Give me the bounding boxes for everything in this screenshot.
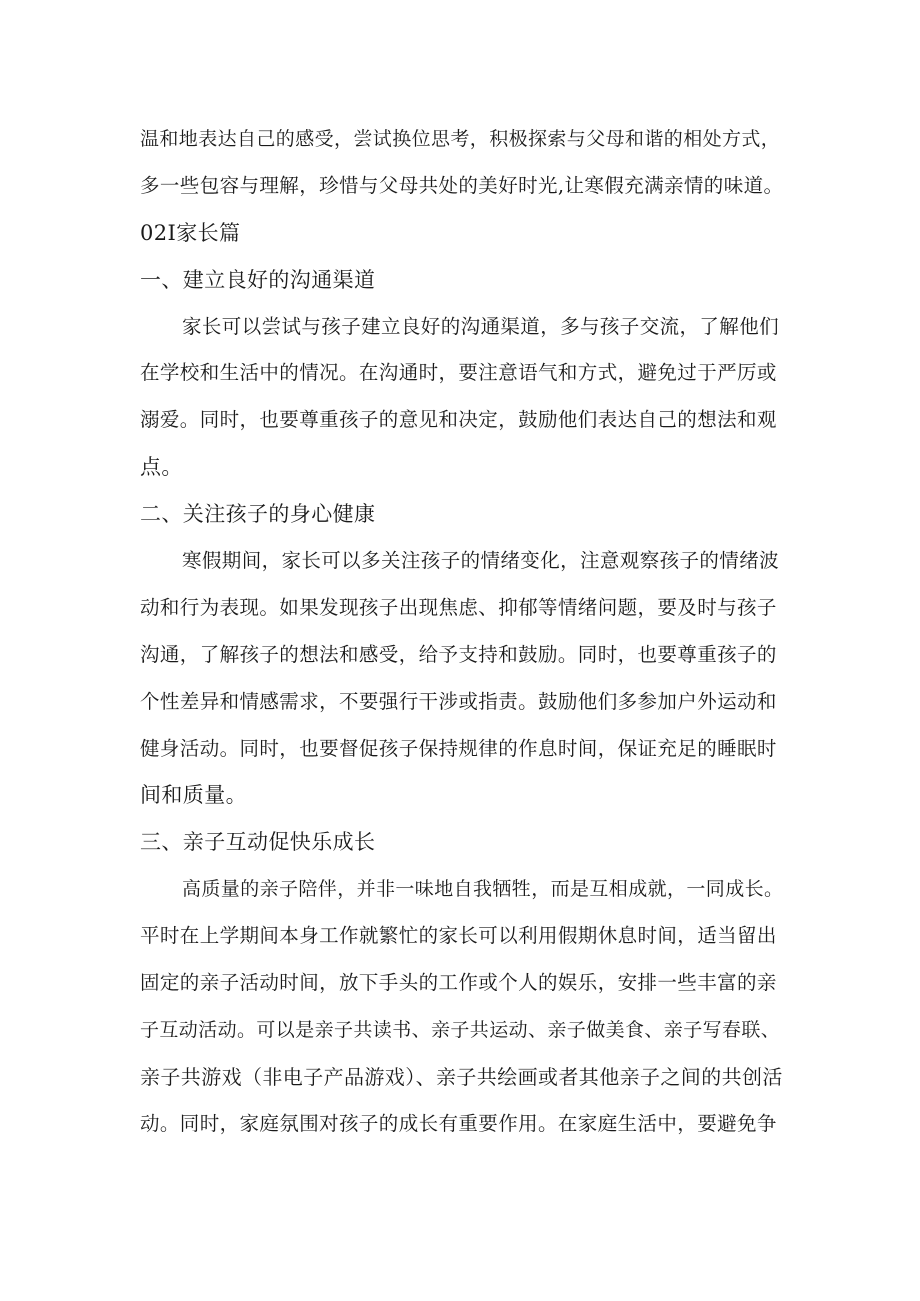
- text-line: 高质量的亲子陪伴，并非一味地自我牺牲，而是互相成就，一同成长。: [182, 878, 784, 901]
- text-line: 三、亲子互动促快乐成长: [140, 830, 376, 855]
- text-line: 动。同时，家庭氛围对孩子的成长有重要作用。在家庭生活中，要避免争: [140, 1111, 777, 1135]
- text-line: 二、关注孩子的身心健康: [140, 502, 376, 527]
- text-line: 寒假期间，家长可以多关注孩子的情绪变化，注意观察孩子的情绪波: [182, 549, 780, 573]
- text-line: 点。: [140, 455, 183, 480]
- text-line: 沟通，了解孩子的想法和感受，给予支持和鼓励。同时，也要尊重孩子的: [140, 642, 777, 666]
- text-line: 一、建立良好的沟通渠道: [140, 267, 376, 292]
- text-line: 平时在上学期间本身工作就繁忙的家长可以利用假期休息时间，适当留出: [140, 924, 777, 948]
- text-line: 动和行为表现。如果发现孩子出现焦虑、抑郁等情绪问题，要及时与孩子: [140, 595, 777, 619]
- text-line: 健身活动。同时，也要督促孩子保持规律的作息时间，保证充足的睡眠时: [140, 736, 777, 760]
- text-line: 子互动活动。可以是亲子共读书、亲子共运动、亲子做美食、亲子写春联、: [140, 1018, 781, 1041]
- text-line: 亲子共游戏（非电子产品游戏）、亲子共绘画或者其他亲子之间的共创活: [140, 1064, 783, 1089]
- text-line: 家长可以尝试与孩子建立良好的沟通渠道，多与孩子交流，了解他们: [182, 314, 780, 338]
- text-line: 温和地表达自己的感受，尝试换位思考，积极探索与父母和谐的相处方式，: [140, 128, 781, 150]
- text-line: 溺爱。同时，也要尊重孩子的意见和决定，鼓励他们表达自己的想法和观: [140, 408, 777, 432]
- text-line: 固定的亲子活动时间，放下手头的工作或个人的娱乐，安排一些丰富的亲: [140, 971, 777, 995]
- text-line: 个性差异和情感需求，不要强行干涉或指责。鼓励他们多参加户外运动和: [140, 689, 777, 713]
- document-body: [140, 116, 790, 1148]
- text-line: 02I家长篇: [140, 220, 241, 245]
- text-line: 多一些包容与理解，珍惜与父母共处的美好时光,让寒假充满亲情的味道。: [140, 173, 784, 197]
- text-line: 在学校和生活中的情况。在沟通时，要注意语气和方式，避免过于严厉或: [140, 361, 777, 385]
- text-line: 间和质量。: [140, 783, 247, 808]
